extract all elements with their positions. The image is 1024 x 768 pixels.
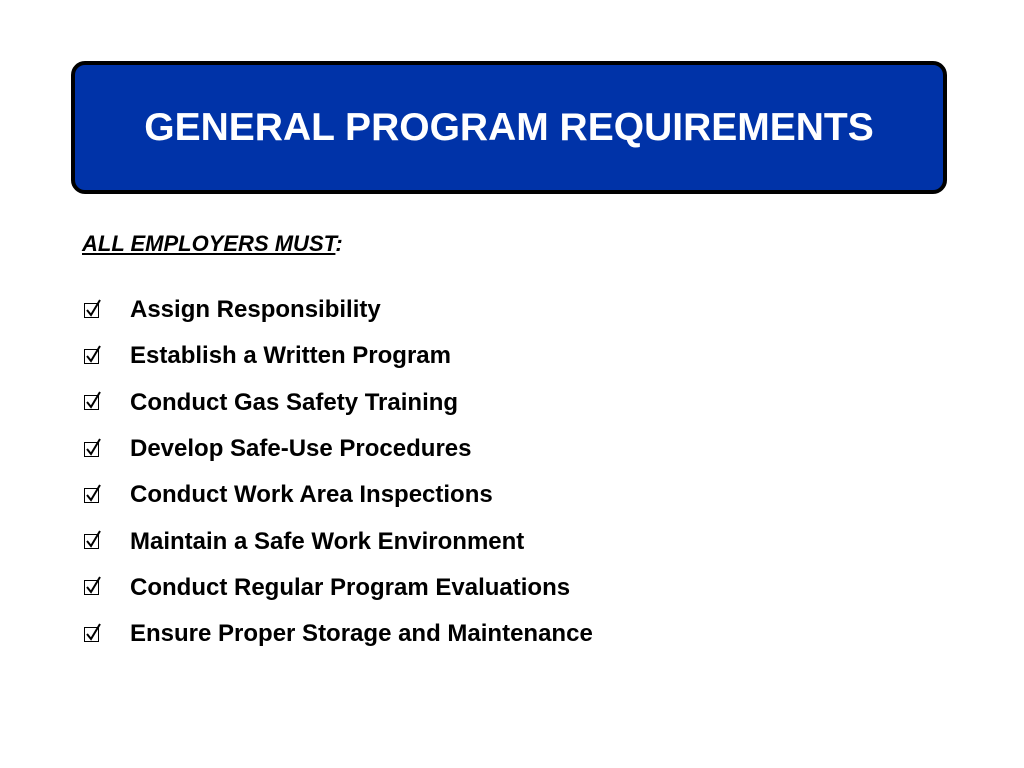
list-item [82, 333, 593, 379]
list-item [82, 565, 593, 611]
slide-title: GENERAL PROGRAM REQUIREMENTS [144, 105, 874, 149]
checked-box-icon [84, 442, 99, 457]
list-item [82, 611, 593, 657]
title-banner [71, 61, 947, 194]
checked-box-icon [84, 580, 99, 595]
list-item [82, 287, 593, 333]
requirement-label: Ensure Proper Storage and Maintenance [130, 620, 593, 648]
checked-box-icon [84, 349, 99, 364]
checked-box-icon [84, 488, 99, 503]
list-item [82, 426, 593, 472]
requirement-label: Conduct Regular Program Evaluations [130, 573, 571, 601]
list-item [82, 472, 593, 518]
requirement-label: Conduct Work Area Inspections [130, 481, 493, 509]
subheading-lead: ALL EMPLOYERS MUST [82, 231, 336, 256]
subheading-suffix: : [335, 231, 343, 256]
list-item [82, 518, 593, 564]
checked-box-icon [84, 395, 99, 410]
checked-box-icon [84, 303, 99, 318]
list-item [82, 380, 593, 426]
requirements-list [82, 287, 593, 657]
requirement-label: Maintain a Safe Work Environment [130, 527, 525, 555]
requirement-label: Assign Responsibility [130, 296, 381, 324]
checked-box-icon [84, 534, 99, 549]
checked-box-icon [84, 627, 99, 642]
subheading [82, 231, 343, 257]
requirement-label: Develop Safe-Use Procedures [130, 435, 472, 463]
requirement-label: Conduct Gas Safety Training [130, 388, 459, 416]
requirement-label: Establish a Written Program [130, 342, 451, 370]
